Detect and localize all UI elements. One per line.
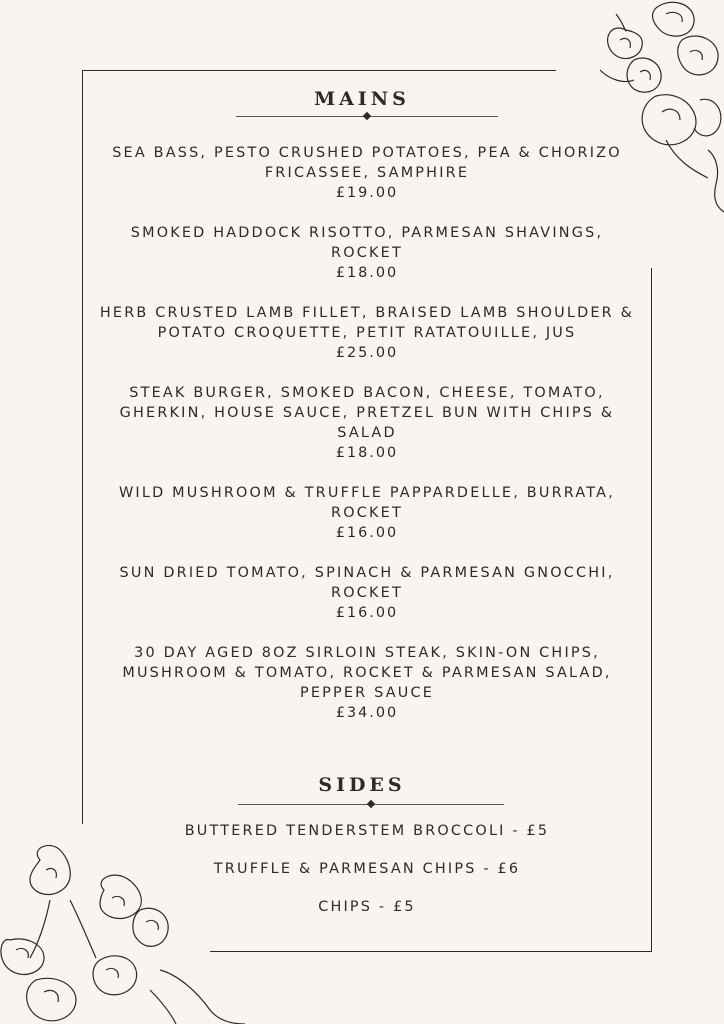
mains-heading: MAINS bbox=[314, 88, 410, 110]
sides-list bbox=[95, 820, 639, 934]
mains-list bbox=[95, 143, 639, 743]
menu-item bbox=[95, 223, 639, 283]
menu-item-name: 30 DAY AGED 8OZ SIRLOIN STEAK, SKIN-ON CHIPS, MUSHROOM & TOMATO, ROCKET & PARMESAN SALAD, PEPPER SAUCE bbox=[122, 645, 612, 701]
menu-item-price: £18.00 bbox=[335, 445, 399, 461]
menu-item-price: £16.00 bbox=[335, 525, 399, 541]
menu-item-price: £19.00 bbox=[335, 185, 399, 201]
menu-item-price: £16.00 bbox=[335, 605, 399, 621]
menu-item-name: SMOKED HADDOCK RISOTTO, PARMESAN SHAVINGS, ROCKET bbox=[130, 225, 604, 261]
menu-item bbox=[95, 303, 639, 363]
menu-item-name: STEAK BURGER, SMOKED BACON, CHEESE, TOMATO, GHERKIN, HOUSE SAUCE, PRETZEL BUN WITH CHIPS & SALAD bbox=[119, 385, 615, 441]
diamond-icon bbox=[367, 800, 375, 808]
menu-item bbox=[95, 483, 639, 543]
menu-item-price: £18.00 bbox=[335, 265, 399, 281]
menu-item-name: SEA BASS, PESTO CRUSHED POTATOES, PEA & CHORIZO FRICASSEE, SAMPHIRE bbox=[112, 145, 622, 181]
side-item: TRUFFLE & PARMESAN CHIPS - £6 bbox=[213, 861, 521, 877]
menu-item-name: WILD MUSHROOM & TRUFFLE PAPPARDELLE, BURRATA, ROCKET bbox=[118, 485, 616, 521]
frame-border-left bbox=[82, 70, 83, 824]
frame-border-top bbox=[82, 70, 556, 71]
menu-item bbox=[95, 143, 639, 203]
menu-item bbox=[95, 563, 639, 623]
frame-border-bottom bbox=[210, 951, 652, 952]
sides-divider bbox=[238, 798, 504, 810]
menu-item bbox=[95, 643, 639, 723]
side-item: CHIPS - £5 bbox=[318, 899, 416, 915]
menu-item-name: HERB CRUSTED LAMB FILLET, BRAISED LAMB SHOULDER & POTATO CROQUETTE, PETIT RATATOUILLE, JUS bbox=[99, 305, 635, 341]
frame-border-right bbox=[651, 268, 652, 952]
menu-item-price: £34.00 bbox=[335, 705, 399, 721]
diamond-icon bbox=[363, 112, 371, 120]
menu-item bbox=[95, 383, 639, 463]
menu-item-name: SUN DRIED TOMATO, SPINACH & PARMESAN GNOCCHI, ROCKET bbox=[119, 565, 615, 601]
mains-divider bbox=[236, 110, 498, 122]
sides-heading: SIDES bbox=[318, 774, 406, 796]
menu-item-price: £25.00 bbox=[335, 345, 399, 361]
side-item: BUTTERED TENDERSTEM BROCCOLI - £5 bbox=[184, 823, 550, 839]
